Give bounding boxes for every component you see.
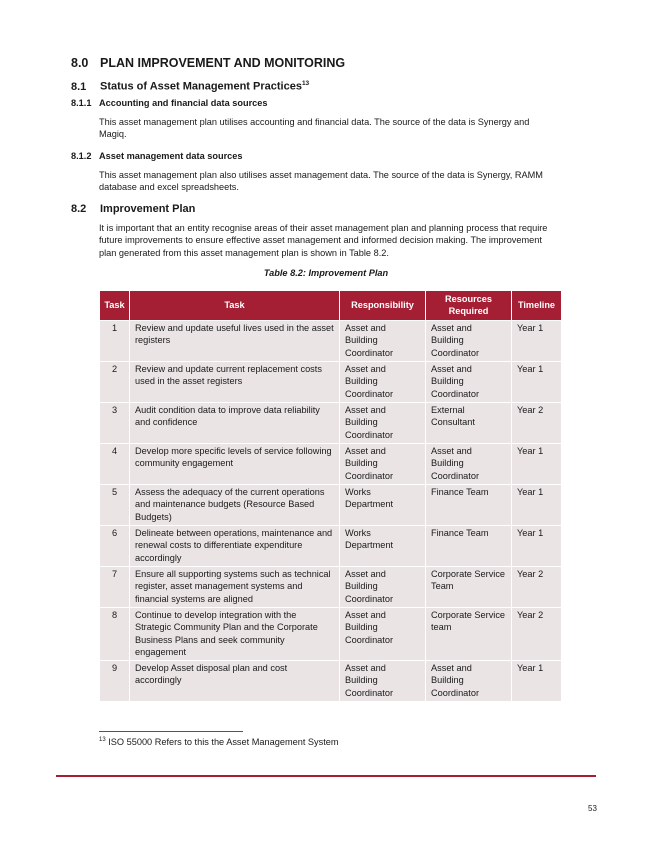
cell-timeline: Year 1 <box>512 362 562 403</box>
table-row <box>100 485 562 526</box>
cell-responsibility: Asset and Building Coordinator <box>340 362 426 403</box>
paragraph-line: plan generated from this asset management plan is shown in Table 8.2. <box>99 247 389 258</box>
section-number: 8.0 <box>71 56 89 70</box>
paragraph-line: It is important that an entity recognise areas of their asset management plan and planning process that require <box>99 223 548 233</box>
subsection-title: Improvement Plan <box>100 203 196 215</box>
cell-timeline: Year 2 <box>512 608 562 661</box>
cell-resources: Asset and Building Coordinator <box>426 321 512 362</box>
cell-task-number: 6 <box>100 526 130 567</box>
cell-resources: Corporate Service team <box>426 608 512 661</box>
cell-responsibility: Asset and Building Coordinator <box>340 321 426 362</box>
cell-timeline: Year 1 <box>512 321 562 362</box>
paragraph-line: future improvements to ensure effective asset management and informed decision making. The improvement <box>99 235 542 246</box>
cell-task-number: 5 <box>100 485 130 526</box>
cell-timeline: Year 1 <box>512 661 562 702</box>
header-timeline: Timeline <box>512 291 562 321</box>
improvement-plan-table <box>99 290 562 702</box>
paragraph-accounting-data <box>99 116 554 141</box>
cell-resources: Asset and Building Coordinator <box>426 661 512 702</box>
paragraph-asset-data <box>99 169 554 194</box>
header-responsibility: Responsibility <box>340 291 426 321</box>
cell-task: Ensure all supporting systems such as technical register, asset management systems and financial systems are aligned <box>130 567 340 608</box>
cell-task-number: 3 <box>100 403 130 444</box>
table-row <box>100 567 562 608</box>
cell-resources: Finance Team <box>426 526 512 567</box>
cell-timeline: Year 1 <box>512 485 562 526</box>
paragraph-line: This asset management plan utilises accounting and financial data. The source of the data is Synergy and <box>99 117 530 127</box>
cell-responsibility: Asset and Building Coordinator <box>340 567 426 608</box>
cell-task-number: 4 <box>100 444 130 485</box>
table-row <box>100 526 562 567</box>
cell-timeline: Year 2 <box>512 403 562 444</box>
cell-task: Assess the adequacy of the current operations and maintenance budgets (Resource Based Budgets) <box>130 485 340 526</box>
cell-timeline: Year 1 <box>512 444 562 485</box>
footnote-divider <box>99 731 243 732</box>
table-row <box>100 403 562 444</box>
footnote-text: ISO 55000 Refers to this the Asset Management System <box>105 737 339 748</box>
cell-task: Continue to develop integration with the Strategic Community Plan and the Corporate Business Plans and seek community engagement <box>130 608 340 661</box>
cell-task-number: 7 <box>100 567 130 608</box>
section-title: PLAN IMPROVEMENT AND MONITORING <box>100 56 346 70</box>
cell-responsibility: Asset and Building Coordinator <box>340 608 426 661</box>
paragraph-improvement-plan <box>99 222 569 259</box>
cell-task: Develop more specific levels of service following community engagement <box>130 444 340 485</box>
table-row <box>100 362 562 403</box>
table-row <box>100 444 562 485</box>
footer-divider <box>56 775 596 777</box>
paragraph-line: Magiq. <box>99 129 127 140</box>
cell-resources: External Consultant <box>426 403 512 444</box>
footnote <box>99 737 339 747</box>
cell-task: Develop Asset disposal plan and cost accordingly <box>130 661 340 702</box>
table-header-row <box>100 291 562 321</box>
cell-timeline: Year 1 <box>512 526 562 567</box>
subsubsection-heading-8-1-2 <box>71 151 242 161</box>
paragraph-line: This asset management plan also utilises asset management data. The source of the data is Synergy, RAMM <box>99 170 543 180</box>
subsubsection-title: Asset management data sources <box>99 151 243 161</box>
subsection-heading-8-2 <box>71 203 195 215</box>
cell-task: Review and update current replacement costs used in the asset registers <box>130 362 340 403</box>
page-number: 53 <box>588 804 597 813</box>
subsection-number: 8.1 <box>71 80 87 93</box>
paragraph-line: database and excel spreadsheets. <box>99 182 239 193</box>
cell-resources: Asset and Building Coordinator <box>426 362 512 403</box>
cell-responsibility: Works Department <box>340 526 426 567</box>
subsection-number: 8.2 <box>71 203 87 215</box>
cell-task-number: 1 <box>100 321 130 362</box>
header-resources-required: Resources Required <box>426 291 512 321</box>
cell-task: Review and update useful lives used in the asset registers <box>130 321 340 362</box>
subsection-title: Status of Asset Management Practices <box>100 80 302 93</box>
subsection-heading-8-1 <box>71 80 309 93</box>
table-row <box>100 661 562 702</box>
cell-task: Audit condition data to improve data reliability and confidence <box>130 403 340 444</box>
cell-resources: Finance Team <box>426 485 512 526</box>
subsubsection-number: 8.1.1 <box>71 98 92 108</box>
table-caption: Table 8.2: Improvement Plan <box>263 268 389 278</box>
footnote-reference[interactable]: 13 <box>301 80 310 87</box>
cell-responsibility: Asset and Building Coordinator <box>340 661 426 702</box>
header-task: Task <box>130 291 340 321</box>
subsubsection-number: 8.1.2 <box>71 151 92 161</box>
table-row <box>100 608 562 661</box>
cell-timeline: Year 2 <box>512 567 562 608</box>
cell-task: Delineate between operations, maintenance and renewal costs to differentiate expenditure accordingly <box>130 526 340 567</box>
cell-task-number: 9 <box>100 661 130 702</box>
table-row <box>100 321 562 362</box>
cell-task-number: 8 <box>100 608 130 661</box>
header-task-number: Task <box>100 291 130 321</box>
cell-task-number: 2 <box>100 362 130 403</box>
footnote-number: 13 <box>99 737 106 743</box>
cell-responsibility: Asset and Building Coordinator <box>340 403 426 444</box>
cell-resources: Asset and Building Coordinator <box>426 444 512 485</box>
subsubsection-heading-8-1-1 <box>71 98 267 108</box>
cell-resources: Corporate Service Team <box>426 567 512 608</box>
cell-responsibility: Asset and Building Coordinator <box>340 444 426 485</box>
section-heading <box>71 56 345 70</box>
subsubsection-title: Accounting and financial data sources <box>99 98 268 108</box>
cell-responsibility: Works Department <box>340 485 426 526</box>
